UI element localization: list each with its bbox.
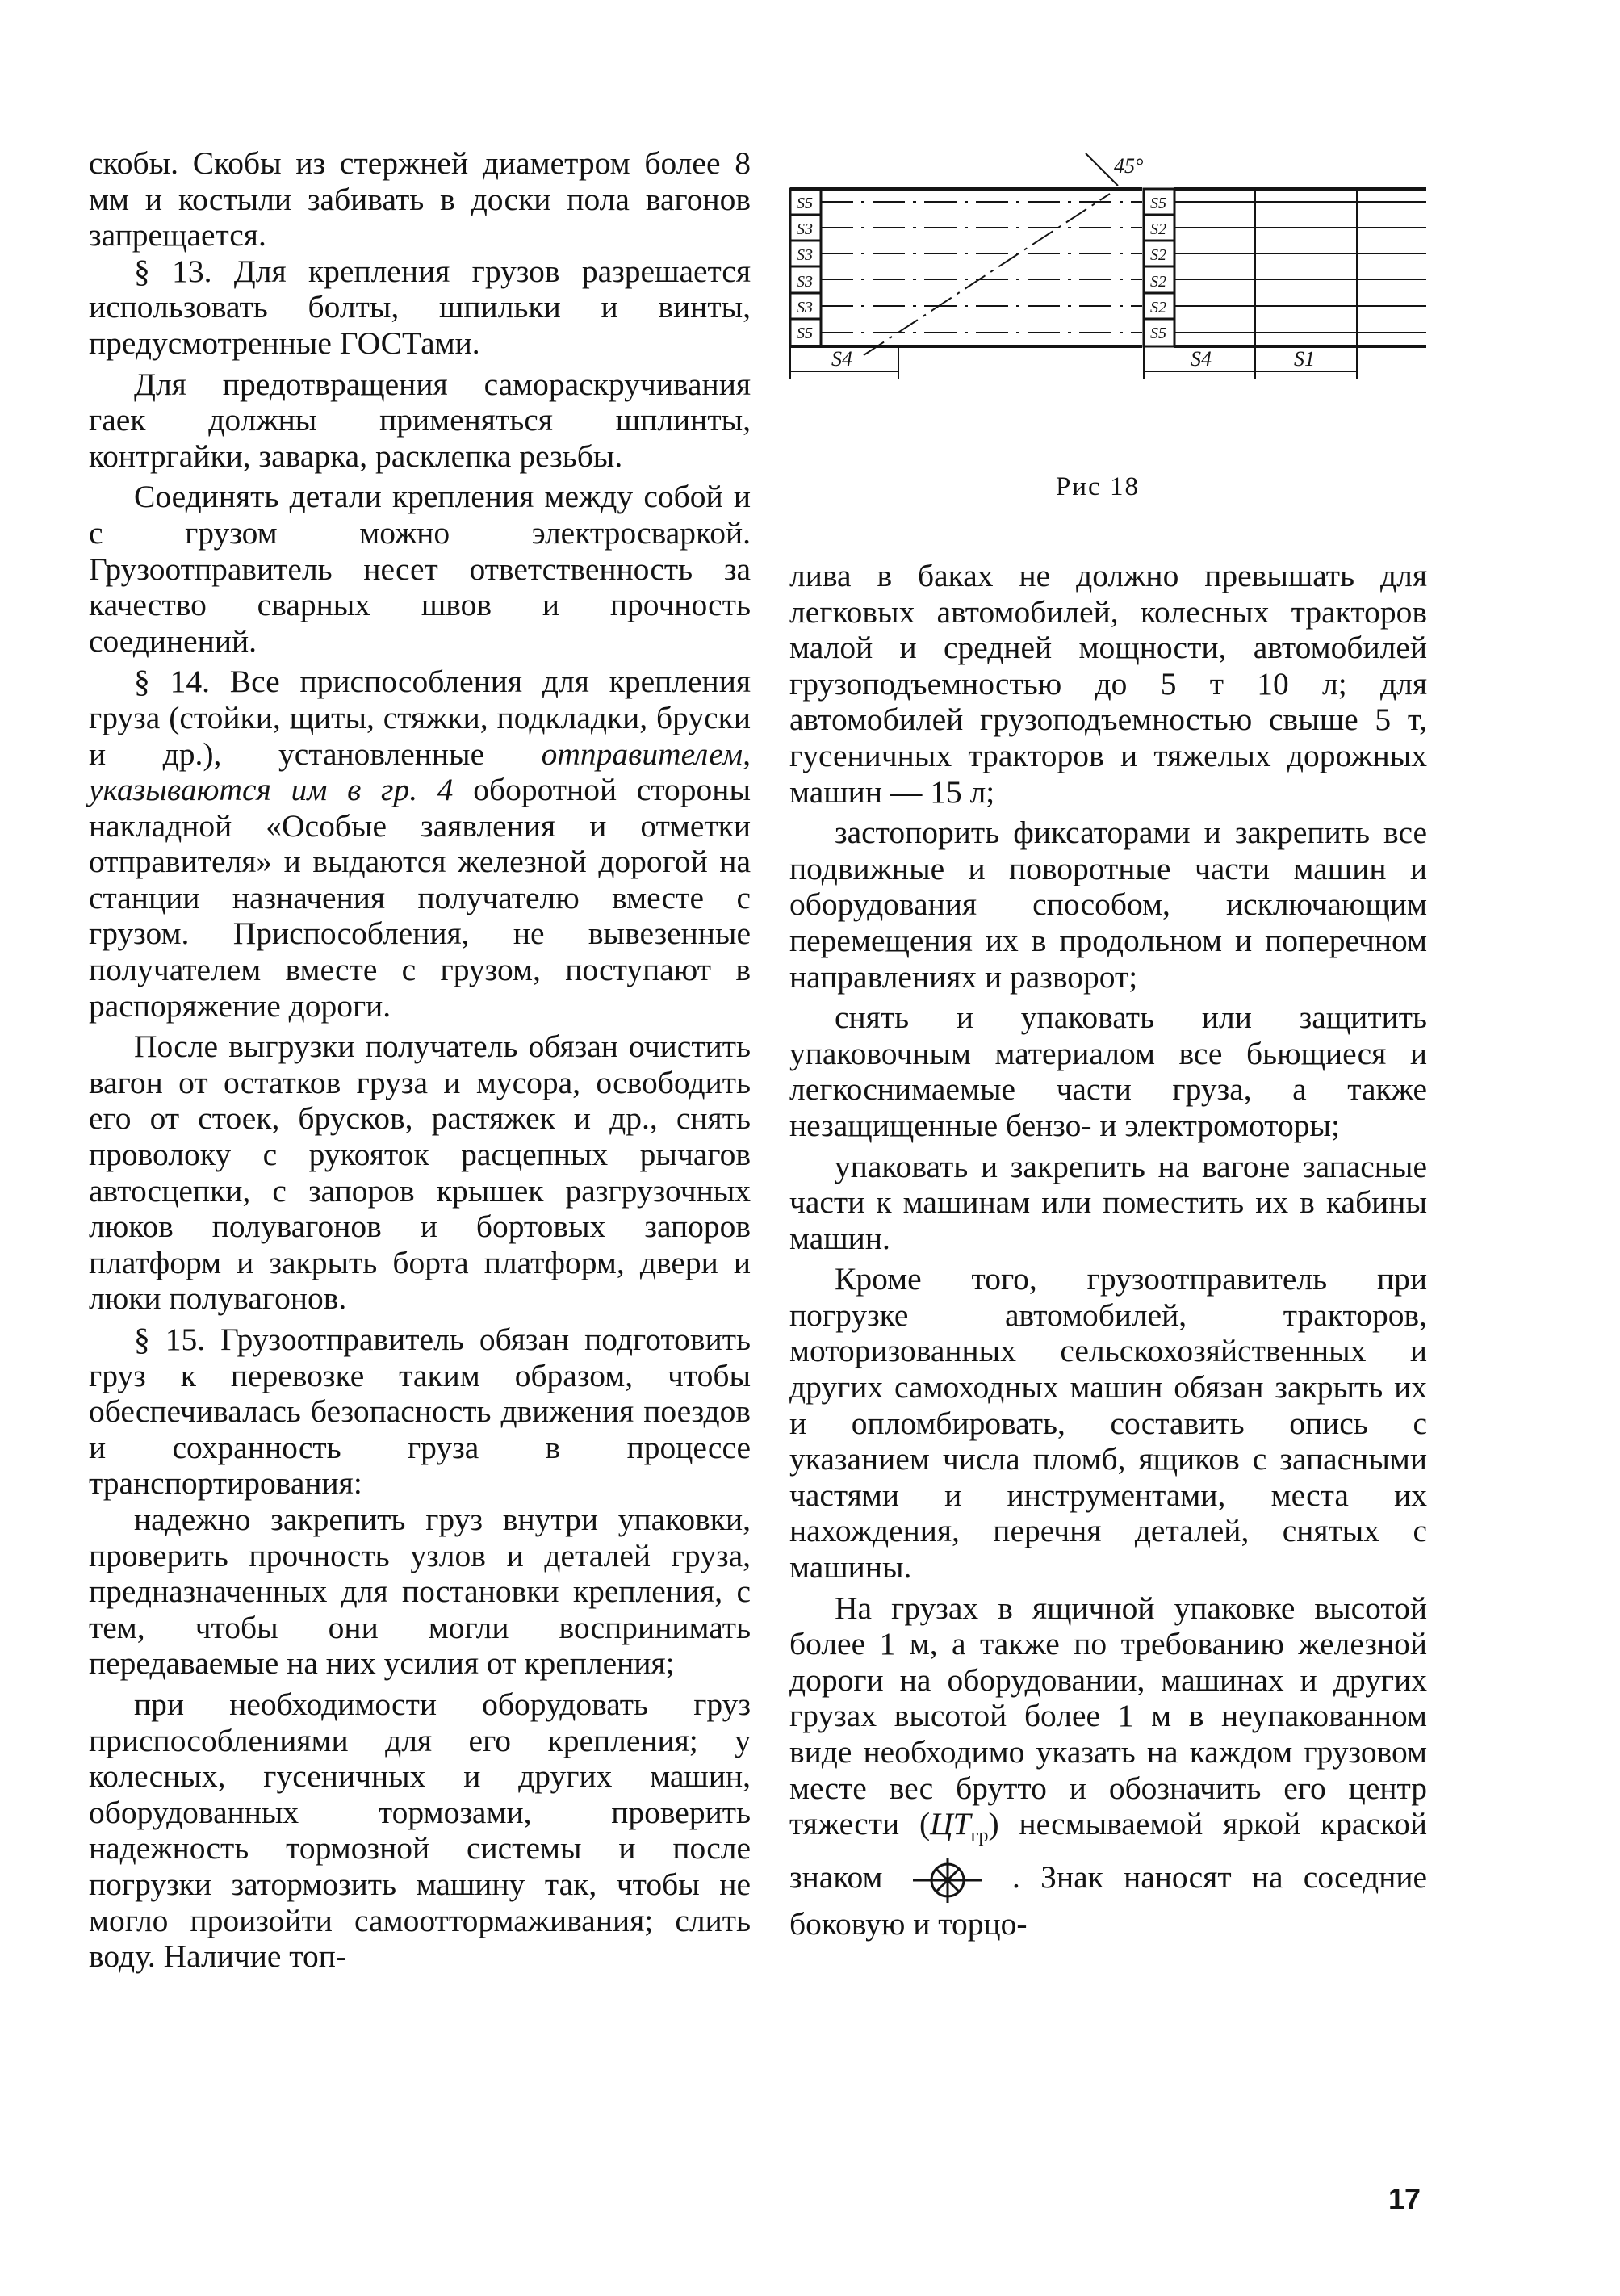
svg-text:S2: S2: [1150, 299, 1166, 316]
right-text-column: [789, 558, 1427, 1942]
svg-text:S5: S5: [797, 325, 813, 342]
angle-label: 45°: [1114, 154, 1144, 178]
paragraph: скобы. Скобы из стержней диаметром более 8 мм и костыли забивать в доски пола вагонов запрещается.: [89, 145, 751, 253]
svg-text:S3: S3: [797, 220, 813, 238]
svg-text:S5: S5: [797, 195, 813, 212]
svg-text:S2: S2: [1150, 246, 1166, 264]
paragraph: застопорить фиксаторами и закрепить все подвижные и поворотные части машин и оборудования способом, исключающим перемещения их в продольном и поперечном направлениях и разворот;: [789, 815, 1427, 995]
page-number: 17: [1388, 2182, 1421, 2215]
figure-18-diagram: [787, 137, 1433, 476]
paragraph: На грузах в ящичной упаковке высотой более 1 м, а также по требованию железной дороги на оборудовании, машинах и других грузах высотой более 1 м в неупакованном виде необходимо указать на каждом грузовом месте вес брутто и обозначить его центр тяжести $(ЦТ_{гр})$ несмываемой яркой краской знаком . Знак наносят на соседние боковую и торцо-: [789, 1590, 1428, 1942]
paragraph-section-14: § 14. Все приспособления для крепления груза (стойки, щиты, стяжки, подкладки, бруски и др.), установленные отправителем, указываются им в гр. 4 оборотной стороны накладной «Особые заявления и отметки отправителя» и выдаются железной дорогой на станции назначения получателю вместе с грузом. Приспособления, не вывезенные получателем вместе с грузом, поступают в распоряжение дороги.: [89, 664, 751, 1024]
svg-text:S5: S5: [1150, 325, 1166, 342]
left-text-column: [89, 145, 751, 1975]
paragraph-section-13: § 13. Для крепления грузов разрешается использовать болты, шпильки и винты, предусмотренные ГОСТами.: [89, 253, 751, 361]
figure-caption: Рис 18: [1056, 472, 1140, 501]
paragraph: Кроме того, грузоотправитель при погрузке автомобилей, тракторов, моторизованных сельскохозяйственных и других самоходных машин обязан закрыть их и опломбировать, составить опись с указанием числа пломб, ящиков с запасными частями и инструментами, места их нахождения, перечня деталей, снятых с машины.: [789, 1261, 1427, 1586]
paragraph-section-15: § 15. Грузоотправитель обязан подготовить груз к перевозке таким образом, чтобы обеспечивалась безопасность движения поездов и сохранность груза в процессе транспортирования:: [89, 1322, 751, 1502]
svg-text:S3: S3: [797, 246, 813, 264]
svg-text:S3: S3: [797, 299, 813, 316]
right-column-labels: [1150, 195, 1166, 342]
paragraph: при необходимости оборудовать груз приспособлениями для его крепления; у колесных, гусеничных и других машин, оборудованных тормозами, проверить надежность тормозной системы и после погрузки затормозить машину так, чтобы не могло произойти самооттормаживания; слить воду. Наличие топ-: [89, 1686, 751, 1975]
svg-text:S2: S2: [1150, 273, 1166, 291]
dim-label-s4-left: S4: [831, 347, 852, 371]
svg-text:S5: S5: [1150, 195, 1166, 212]
paragraph: упаковать и закрепить на вагоне запасные части к машинам или поместить их в кабины машин.: [789, 1148, 1427, 1256]
paragraph: После выгрузки получатель обязан очистить вагон от остатков груза и мусора, освободить его от стоек, брусков, растяжек и др., снять проволоку с рукояток расцепных рычагов автосцепки, с запоров крышек разгрузочных люков полувагонов и бортовых запоров платформ и закрыть борта платформ, двери и люки полувагонов.: [89, 1029, 751, 1317]
figure-diagonal: [864, 194, 1110, 355]
dim-label-s4-right: S4: [1191, 347, 1212, 371]
svg-text:S2: S2: [1150, 220, 1166, 238]
center-of-gravity-symbol-icon: [913, 1854, 982, 1906]
svg-text:S3: S3: [797, 273, 813, 291]
paragraph: лива в баках не должно превышать для легковых автомобилей, колесных тракторов малой и средней мощности, автомобилей грузоподъемностью до 5 т 10 л; для автомобилей грузоподъемностью свыше 5 т, гусеничных тракторов и тяжелых дорожных машин — 15 л;: [789, 558, 1427, 810]
paragraph: Соединять детали крепления между собой и с грузом можно электросваркой. Грузоотправитель несет ответственность за качество сварных швов и прочность соединений.: [89, 479, 751, 659]
paragraph: снять и упаковать или защитить упаковочным материалом все бьющиеся и легкоснимаемые части груза, а также незащищенные бензо- и электромоторы;: [789, 999, 1427, 1143]
paragraph: надежно закрепить груз внутри упаковки, проверить прочность узлов и деталей груза, предназначенных для постановки крепления, с тем, чтобы они могли воспринимать передаваемые на них усилия от крепления;: [89, 1501, 751, 1682]
left-column-labels: [797, 195, 813, 342]
paragraph: Для предотвращения самораскручивания гаек должны применяться шплинты, контргайки, заварка, расклепка резьбы.: [89, 366, 751, 474]
dim-label-s1: S1: [1294, 347, 1315, 371]
